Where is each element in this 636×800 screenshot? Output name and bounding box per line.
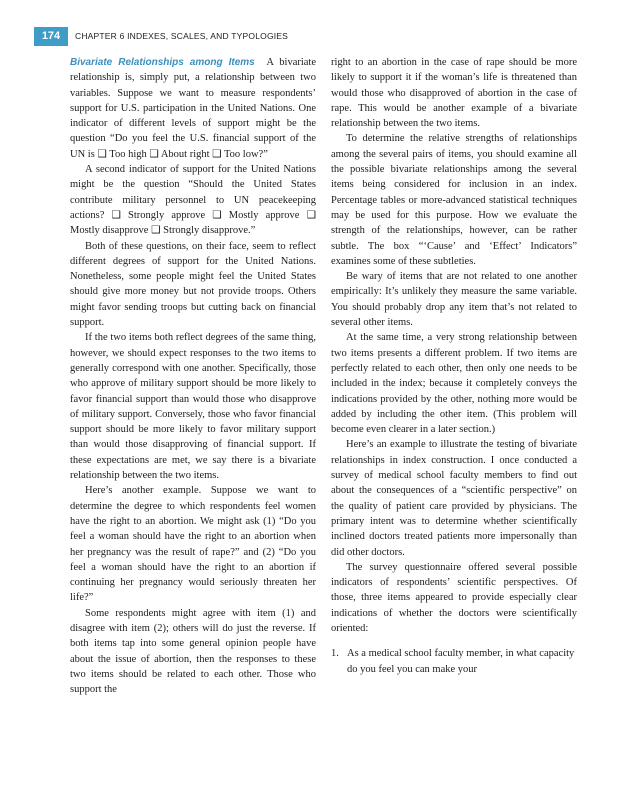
list-text: As a medical school faculty member, in what capacity do you feel you can make your [347,648,575,675]
paragraph: Be wary of items that are not related to one another empirically: It’s unlikely they measure the same variable. You should probably drop any item that’s not related to several other items. [331,271,577,329]
chapter-title: CHAPTER 6 INDEXES, SCALES, AND TYPOLOGIES [75,31,289,41]
paragraph-text: A bivariate relationship is, simply put, a relationship between two variables. Suppose we want to measure respondents’ support for U.S. participation in the United Nations. One indicator of different levels of support might be the question “Do you feel the U.S. financial support of the UN is ❑ Too high ❑ About right ❑ Too low?” [70,57,317,160]
running-header [0,26,288,46]
list-item [331,646,577,677]
paragraph: right to an abortion in the case of rape should be more likely to support it if the woman’s life is threatened than would those who disapproved of abortion in the case of rape. This would be another example of a bivariate relationship between the two items. [331,57,577,130]
paragraph: Here’s another example. Suppose we want to determine the degree to which respondents feel women have the right to an abortion. We might ask (1) “Do you feel a woman should have the right to an abortion when her pregnancy was the result of rape?” and (2) “Do you feel a woman should have the right to an abortion if continuing her pregnancy would seriously threaten her life?” [70,485,316,604]
section-lead-heading: Bivariate Relationships among Items [70,57,255,68]
list-number: 1. [331,648,339,660]
paragraph [70,55,316,162]
paragraph: At the same time, a very strong relationship between two items presents a different problem. If two items are perfectly related to each other, then only one needs to be included in the index; because it completely conveys the indications provided by the other, nothing more would be added by including the other item. (This problem will become even clearer in a later section.) [331,332,577,436]
paragraph: Both of these questions, on their face, seem to reflect different degrees of support for the United Nations. Nonetheless, some people might feel the United States should give more money but not provide troops. Others might favor sending troops but cutting back on financial support. [70,240,316,329]
right-column [331,55,577,677]
paragraph: Here’s an example to illustrate the testing of bivariate relationships in index construction. I once conducted a survey of medical school faculty members to find out about the consequences of a “scientific perspective” on the quality of patient care provided by physicians. The primary intent was to determine whether scientifically inclined doctors treated patients more impersonally than did other doctors. [331,439,577,558]
paragraph: If the two items both reflect degrees of the same thing, however, we should expect responses to the two items to generally correspond with one another. Specifically, those who approve of military support should be more likely to favor financial support than would those who disapprove of military support. Conversely, those who favor financial support should be more likely to favor military support than would those disapproving of financial support. If these expectations are met, we say there is a bivariate relationship between the two items. [70,332,316,482]
paragraph: The survey questionnaire offered several possible indicators of respondents’ scientific perspectives. Of those, three items appeared to provide especially clear indications of whether the doctors were scientifically oriented: [331,561,577,634]
page-number: 174 [34,27,68,46]
paragraph: A second indicator of support for the United Nations might be the question “Should the United States contribute military personnel to UN peacekeeping actions? ❑ Strongly approve ❑ Mostly approve ❑ Mostly disapprove ❑ Strongly disapprove.” [70,164,316,237]
left-column [70,55,316,697]
paragraph: Some respondents might agree with item (1) and disagree with item (2); others will do just the reverse. If both items tap into some general opinion people have about the issue of abortion, then the responses to these two items should be related to each other. Those who support the [70,607,316,696]
paragraph: To determine the relative strengths of relationships among the several pairs of items, you should examine all the possible bivariate relationships among the several items being considered for inclusion in an index. Percentage tables or more-advanced statistical techniques may be used for this purpose. How we evaluate the strength of the relationships, however, can be rather subtle. The box “‘Cause’ and ‘Effect’ Indicators” examines some of these subtleties. [331,133,577,267]
